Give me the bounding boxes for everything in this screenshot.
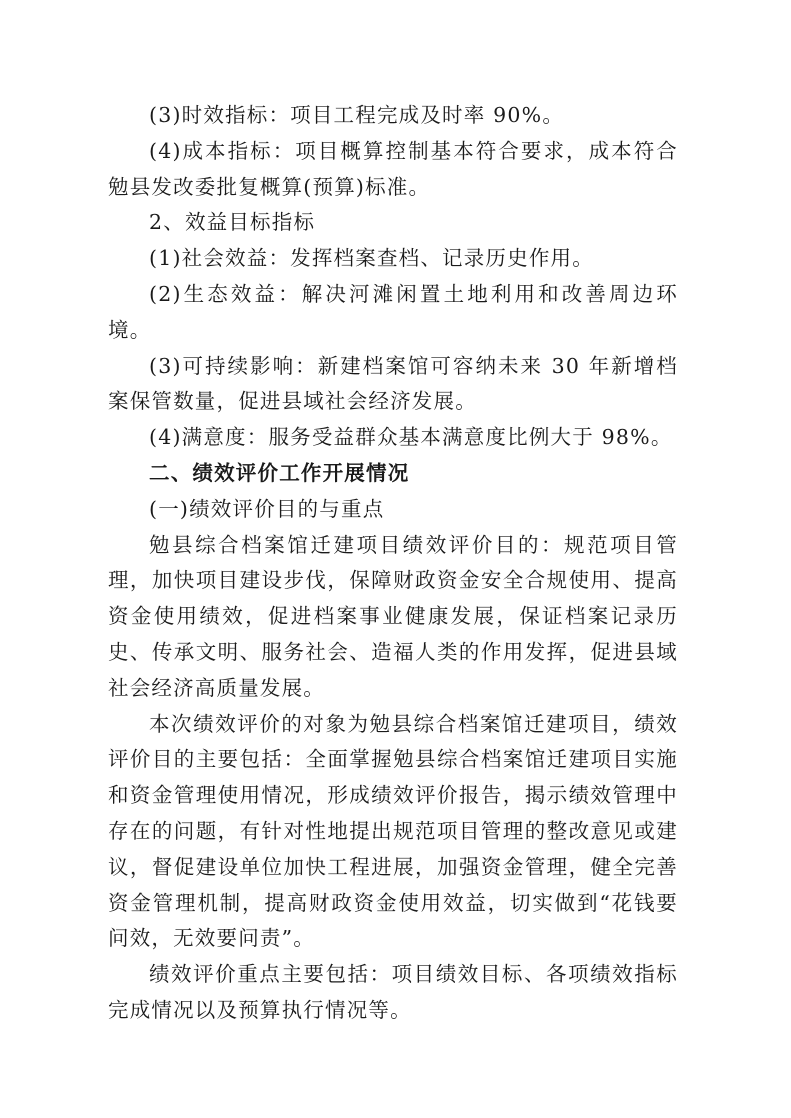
evaluation-focus: 绩效评价重点主要包括：项目绩效目标、各项绩效指标完成情况以及预算执行情况等。 — [108, 962, 678, 1022]
subsection-one-heading: (一)绩效评价目的与重点 — [149, 496, 385, 521]
benefit-indicator-title: 2、效益目标指标 — [149, 210, 316, 235]
evaluation-object: 本次绩效评价的对象为勉县综合档案馆迁建项目，绩效评价目的主要包括：全面掌握勉县综合档案馆迁建项目实施和资金管理使用情况，形成绩效评价报告，揭示绩效管理中存在的问题，有针对性地提出规范项目管理的整改意见或建议，督促建设单位加快工程进展，加强资金管理，健全完善资金管理机制，提高财政资金使用效益，切实做到“花钱要问效，无效要问责”。 — [108, 711, 678, 951]
social-benefit: (1)社会效益：发挥档案查档、记录历史作用。 — [149, 246, 594, 271]
document-page — [108, 98, 678, 1029]
timeliness-indicator: (3)时效指标：项目工程完成及时率 90%。 — [149, 103, 565, 127]
satisfaction: (4)满意度：服务受益群众基本满意度比例大于 98%。 — [149, 425, 673, 450]
sustainable-impact: (3)可持续影响：新建档案馆可容纳未来 30 年新增档案保管数量，促进县域社会经济发展。 — [108, 353, 678, 414]
ecological-benefit: (2)生态效益：解决河滩闲置土地利用和改善周边环境。 — [108, 281, 678, 342]
section-two-heading: 二、绩效评价工作开展情况 — [149, 460, 410, 485]
evaluation-purpose: 勉县综合档案馆迁建项目绩效评价目的：规范项目管理，加快项目建设步伐，保障财政资金安全合规使用、提高资金使用绩效，促进档案事业健康发展，保证档案记录历史、传承文明、服务社会、造福人类的作用发挥，促进县域社会经济高质量发展。 — [108, 532, 678, 700]
cost-indicator: (4)成本指标：项目概算控制基本符合要求，成本符合勉县发改委批复概算(预算)标准。 — [108, 138, 678, 199]
